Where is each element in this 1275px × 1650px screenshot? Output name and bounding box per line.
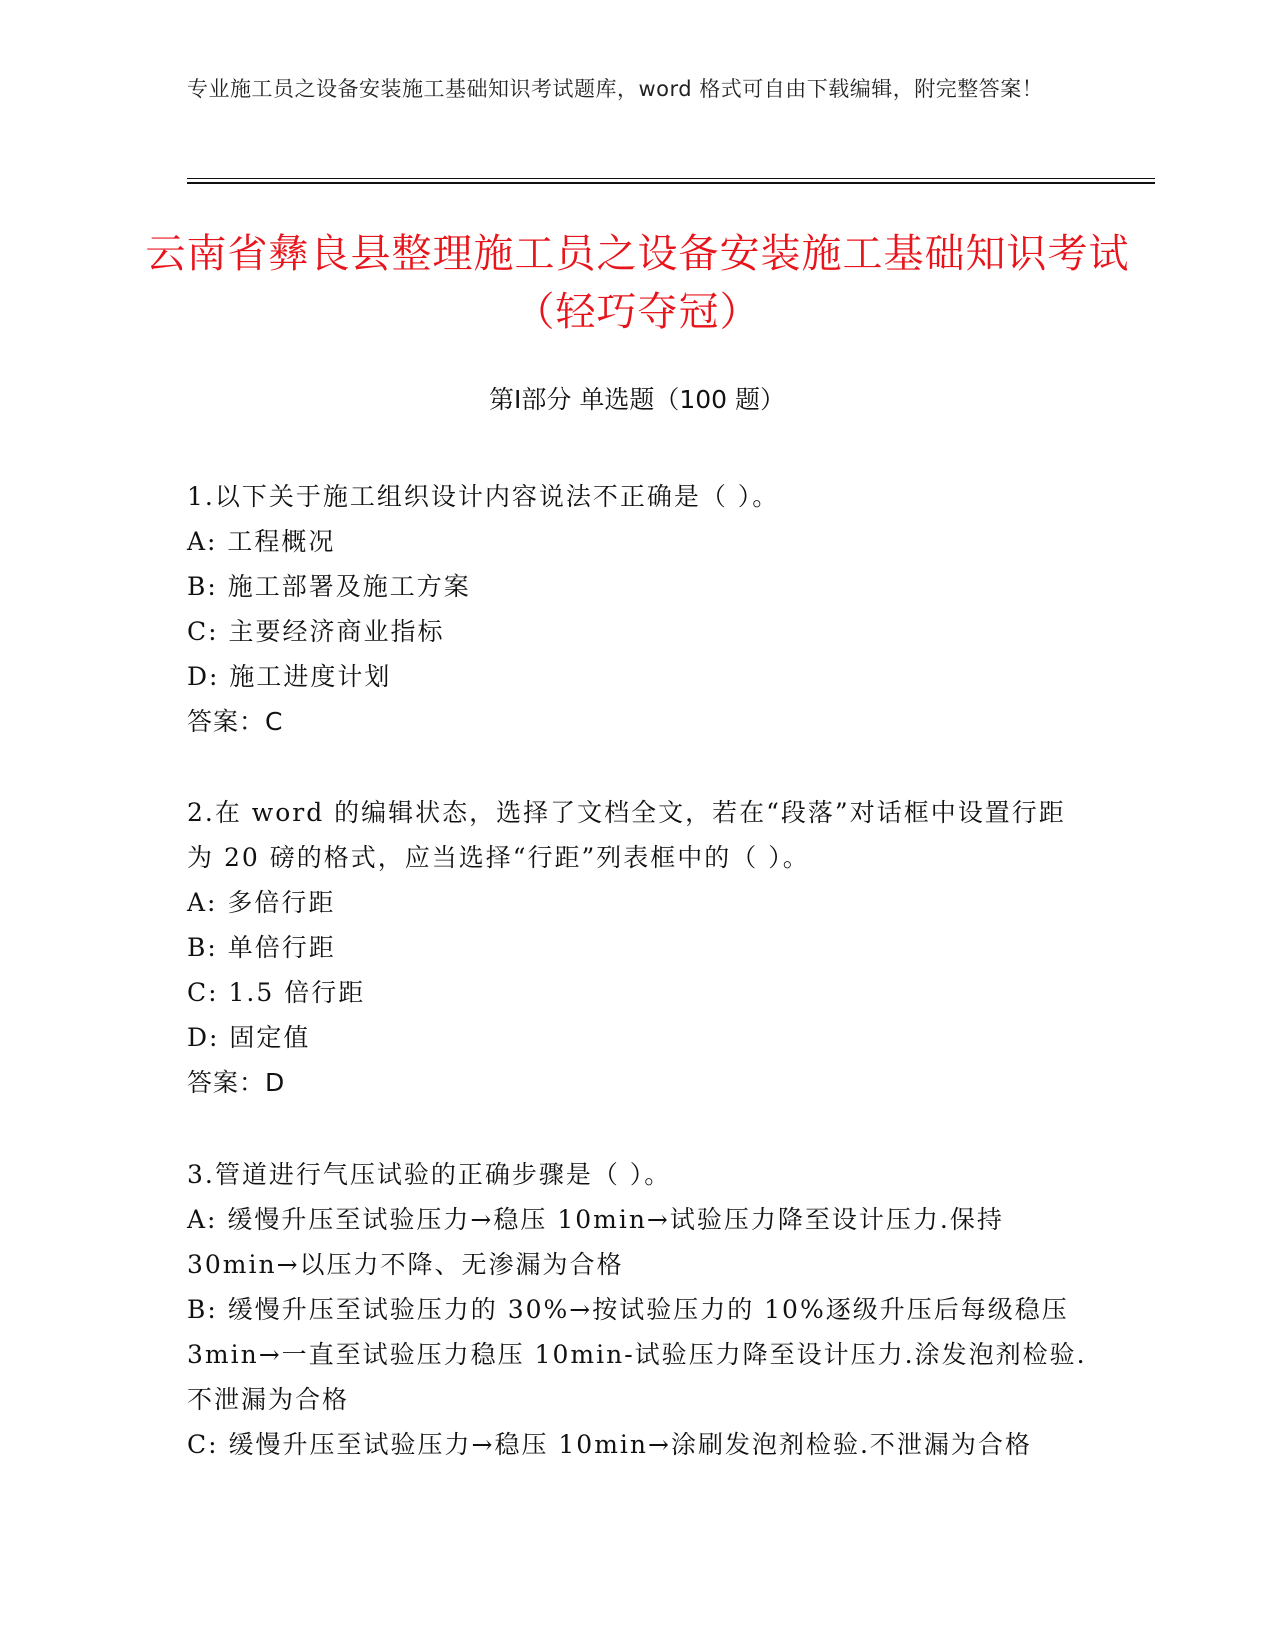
answer-label: 答案：C xyxy=(187,707,284,736)
question-stem: 1.以下关于施工组织设计内容说法不正确是（ ）。 xyxy=(187,482,780,511)
header-divider-thin xyxy=(187,178,1155,179)
question-block xyxy=(187,474,1087,744)
question-block xyxy=(187,790,1087,1105)
option-d: D: 施工进度计划 xyxy=(187,662,392,691)
question-stem: 2.在 word 的编辑状态，选择了文档全文，若在“段落”对话框中设置行距为 20 磅的格式，应当选择“行距”列表框中的（ ）。 xyxy=(187,798,1066,872)
option-c: C: 缓慢升压至试验压力→稳压 10min→涂刷发泡剂检验.不泄漏为合格 xyxy=(187,1430,1032,1459)
header-note: 专业施工员之设备安装施工基础知识考试题库，word 格式可自由下载编辑，附完整答案！ xyxy=(187,77,1044,101)
document-title: 云南省彝良县整理施工员之设备安装施工基础知识考试（轻巧夺冠） xyxy=(145,231,1130,335)
section-title: 第Ⅰ部分 单选题（100 题） xyxy=(489,385,785,414)
option-a: A: 多倍行距 xyxy=(187,888,336,917)
option-b: B: 施工部署及施工方案 xyxy=(187,572,471,601)
option-c: C: 1.5 倍行距 xyxy=(187,978,366,1007)
option-d: D: 固定值 xyxy=(187,1023,311,1052)
option-b: B: 单倍行距 xyxy=(187,933,336,962)
option-b: B: 缓慢升压至试验压力的 30%→按试验压力的 10%逐级升压后每级稳压 3min→一直至试验压力稳压 10min-试验压力降至设计压力.涂发泡剂检验.不泄漏为合格 xyxy=(187,1295,1087,1414)
question-block xyxy=(187,1152,1087,1467)
option-a: A: 缓慢升压至试验压力→稳压 10min→试验压力降至设计压力.保持30min→以压力不降、无渗漏为合格 xyxy=(187,1205,1004,1279)
header-divider-thick xyxy=(187,182,1155,184)
option-a: A: 工程概况 xyxy=(187,527,336,556)
answer-label: 答案：D xyxy=(187,1068,286,1097)
question-stem: 3.管道进行气压试验的正确步骤是（ ）。 xyxy=(187,1160,672,1189)
option-c: C: 主要经济商业指标 xyxy=(187,617,445,646)
